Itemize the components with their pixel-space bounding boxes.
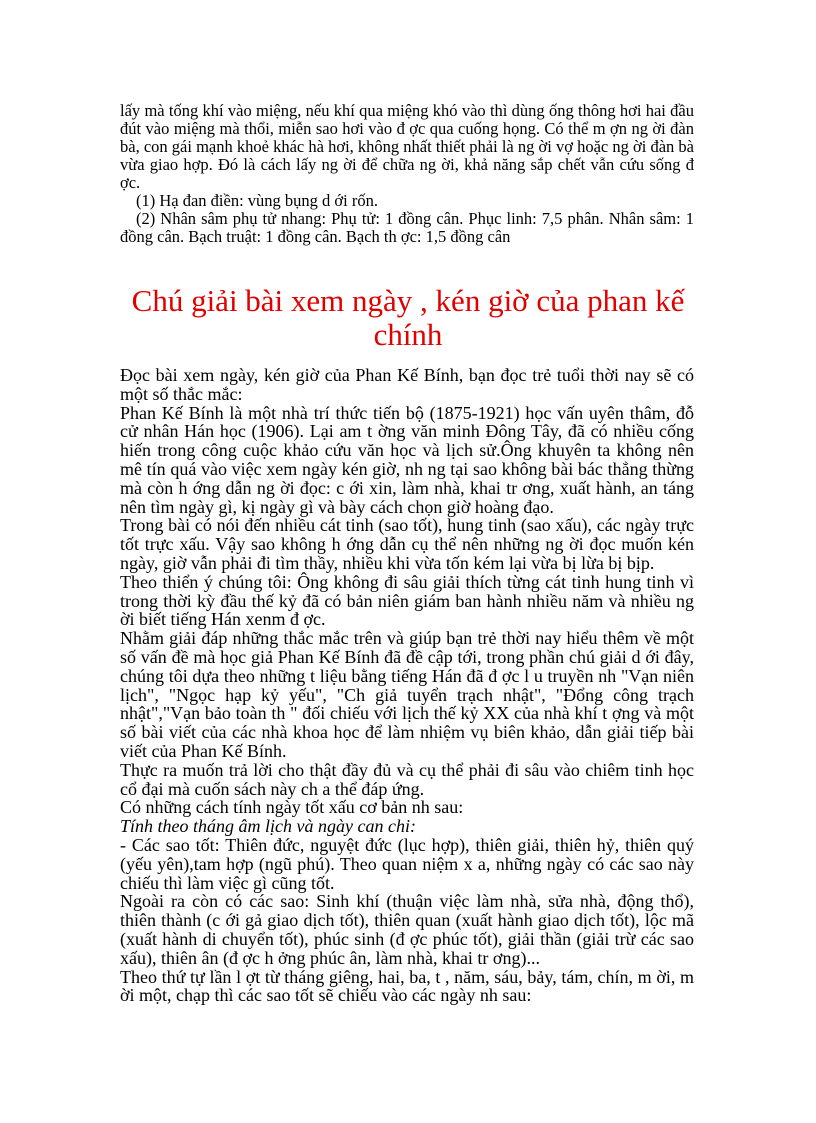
footnote-block: [120, 102, 694, 246]
paragraph: - Các sao tốt: Thiên đức, nguyệt đức (lục hợp), thiên giải, thiên hỷ, thiên quý (yếu yên),tam hợp (ngũ phú). Theo quan niệm x a, những ngày có các sao này chiếu thì làm việc gì cũng tốt.: [120, 834, 694, 893]
section-title: Chú giải bài xem ngày , kén giờ của phan kế chính: [131, 283, 685, 352]
paragraph: Theo thứ tự lần l ợt từ tháng giêng, hai, ba, t , năm, sáu, bảy, tám, chín, m ời, m ời một, chạp thì các sao tốt sẽ chiếu vào các ngày nh sau:: [120, 966, 694, 1006]
italic-subheading: Tính theo tháng âm lịch và ngày can chi:: [120, 816, 416, 837]
paragraph: Phan Kế Bính là một nhà trí thức tiến bộ (1875-1921) học vấn uyên thâm, đỗ cử nhân Hán học (1906). Lại am t ờng văn minh Đông Tây, đã có nhiều cống hiến trong công cuộc khảo cứu văn học và lịch sử.Ông khuyên ta không nên mê tín quá vào việc xem ngày kén giờ, nh ng tại sao không bài bác thẳng thừng mà còn h ớng dẫn ng ời đọc: c ới xin, làm nhà, khai tr ơng, xuất hành, an táng nên tìm ngày gì, kị ngày gì và bày cách chọn giờ hoàng đạo.: [120, 402, 694, 517]
paragraph: Theo thiển ý chúng tôi: Ông không đi sâu giải thích từng cát tinh hung tinh vì trong thời kỳ đầu thế kỷ đã có bản niên giám ban hành nhiều năm và nhiều ng ời biết tiếng Hán xenm đ ợc.: [120, 571, 694, 630]
footnote-1: (1) Hạ đan điền: vùng bụng d ới rốn.: [136, 191, 378, 210]
paragraph: Có những cách tính ngày tốt xấu cơ bản nh sau:: [120, 797, 464, 818]
paragraph: Nhằm giải đáp những thắc mắc trên và giúp bạn trẻ thời nay hiểu thêm về một số vấn đề mà học giả Phan Kế Bính đã đề cập tới, trong phần chú giải d ới đây, chúng tôi dựa theo những t liệu bằng tiếng Hán đã đ ợc l u truyền nh "Vạn niên lịch", "Ngọc hạp kỷ yếu", "Ch giả tuyển trạch nhật", "Đổng công trạch nhật","Vạn bảo toàn th " đối chiếu với lịch thế kỷ XX của nhà khí t ợng và một số bài viết của các nhà khoa học để làm nhiệm vụ biên khảo, dẫn giải tiếp bài viết của Phan Kế Bính.: [120, 628, 694, 761]
paragraph: Ngoài ra còn có các sao: Sinh khí (thuận việc làm nhà, sửa nhà, động thổ), thiên thành (c ới gả giao dịch tốt), thiên quan (xuất hành giao dịch tốt), lộc mã (xuất hành di chuyển tốt), phúc sinh (đ ợc phúc tốt), giải thần (giải trừ các sao xấu), thiên ân (đ ợc h ởng phúc ân, làm nhà, khai tr ơng)...: [120, 891, 694, 968]
paragraph: lấy mà tống khí vào miệng, nếu khí qua miệng khó vào thì dùng ống thông hơi hai đầu đút vào miệng mà thổi, miễn sao hơi vào đ ợc qua cuống họng. Có thể m ợn ng ời đàn bà, con gái mạnh khoẻ khác hà hơi, không nhất thiết phải là ng ời vợ hoặc ng ời đàn bà vừa giao hợp. Đó là cách lấy ng ời để chữa ng ời, khả năng sắp chết vẫn cứu sống đ ợc.: [120, 101, 694, 192]
paragraph: Thực ra muốn trả lời cho thật đầy đủ và cụ thể phải đi sâu vào chiêm tinh học cổ đại mà cuốn sách này ch a thể đáp ứng.: [120, 759, 694, 799]
paragraph: Trong bài có nói đến nhiều cát tinh (sao tốt), hung tinh (sao xấu), các ngày trực tốt trực xấu. Vậy sao không h ớng dẫn cụ thể nên những ng ời đọc muốn kén ngày, giờ vẫn phải đi tìm thầy, nhiều khi vừa tốn kém lại vừa bị lừa bị bịp.: [120, 515, 694, 573]
body-text: [120, 366, 694, 1005]
paragraph: Đọc bài xem ngày, kén giờ của Phan Kế Bính, bạn đọc trẻ tuổi thời nay sẽ có một số thắc mắc:: [120, 365, 694, 404]
footnote-2: (2) Nhân sâm phụ tử nhang: Phụ tử: 1 đồng cân. Phục linh: 7,5 phân. Nhân sâm: 1 đồng cân. Bạch truật: 1 đồng cân. Bạch th ợc: 1,5 đồng cân: [120, 209, 694, 246]
